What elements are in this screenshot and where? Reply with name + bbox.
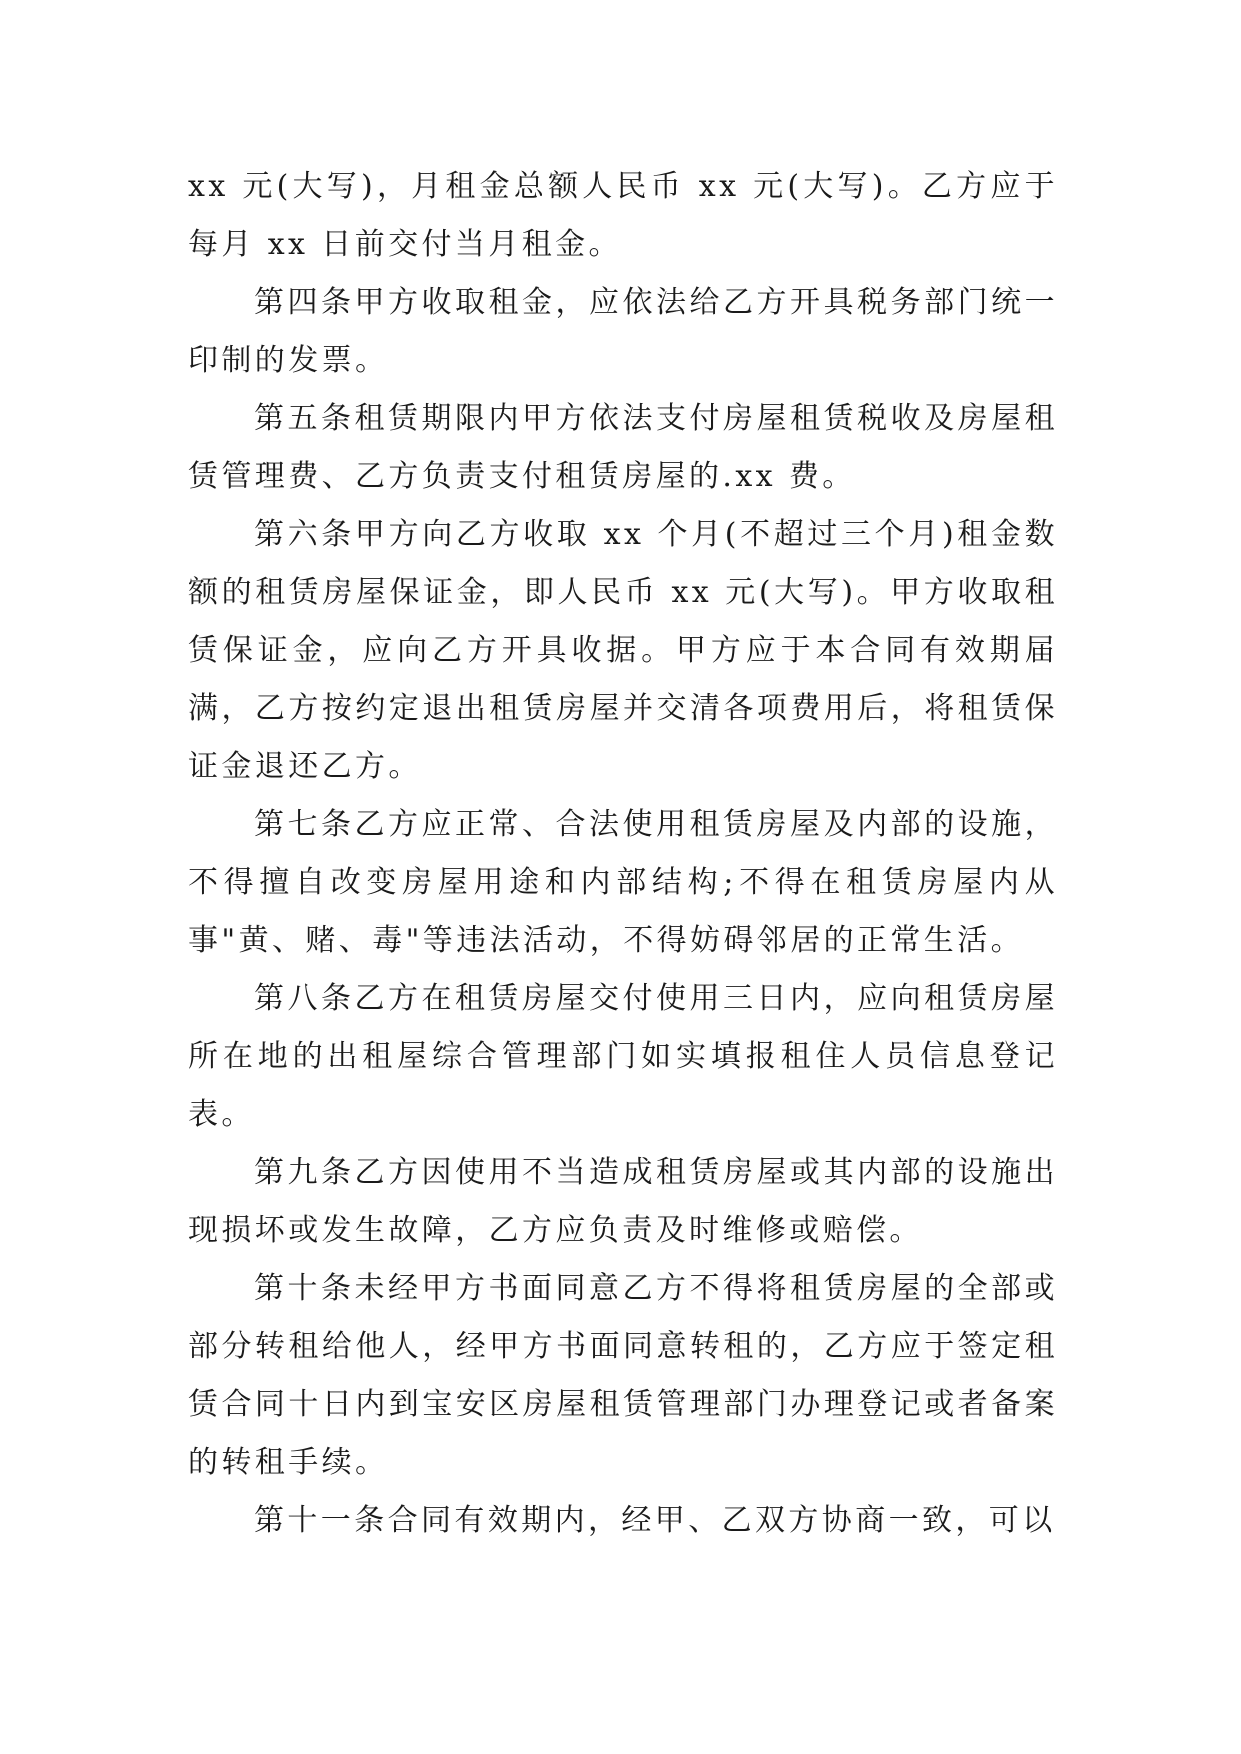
document-body <box>188 158 1058 1550</box>
paragraph-article-9: 第九条乙方因使用不当造成租赁房屋或其内部的设施出现损坏或发生故障，乙方应负责及时维修或赔偿。 <box>188 1155 1058 1248</box>
paragraph-article-6: 第六条甲方向乙方收取 xx 个月(不超过三个月)租金数额的租赁房屋保证金，即人民币 xx 元(大写)。甲方收取租赁保证金，应向乙方开具收据。甲方应于本合同有效期届满，乙方按约定退出租赁房屋并交清各项费用后，将租赁保证金退还乙方。 <box>188 517 1058 784</box>
paragraph-rent-payment: xx 元(大写)，月租金总额人民币 xx 元(大写)。乙方应于每月 xx 日前交付当月租金。 <box>188 169 1058 262</box>
paragraph-article-7: 第七条乙方应正常、合法使用租赁房屋及内部的设施，不得擅自改变房屋用途和内部结构;不得在租赁房屋内从事"黄、赌、毒"等违法活动，不得妨碍邻居的正常生活。 <box>188 807 1058 958</box>
paragraph-article-5: 第五条租赁期限内甲方依法支付房屋租赁税收及房屋租赁管理费、乙方负责支付租赁房屋的.xx 费。 <box>188 401 1058 494</box>
paragraph-article-4: 第四条甲方收取租金，应依法给乙方开具税务部门统一印制的发票。 <box>188 285 1058 378</box>
paragraph-article-11: 第十一条合同有效期内，经甲、乙双方协商一致，可以 <box>254 1503 1056 1538</box>
paragraph-article-10: 第十条未经甲方书面同意乙方不得将租赁房屋的全部或部分转租给他人，经甲方书面同意转租的，乙方应于签定租赁合同十日内到宝安区房屋租赁管理部门办理登记或者备案的转租手续。 <box>188 1271 1058 1480</box>
paragraph-article-8: 第八条乙方在租赁房屋交付使用三日内，应向租赁房屋所在地的出租屋综合管理部门如实填报租住人员信息登记表。 <box>188 981 1058 1132</box>
